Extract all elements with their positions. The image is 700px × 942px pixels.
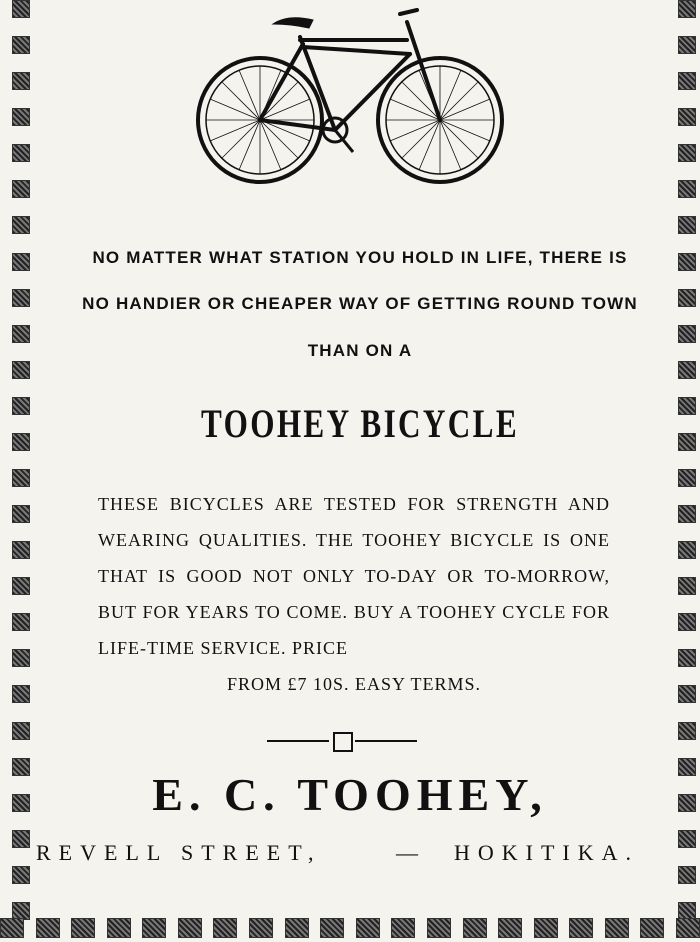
tagline-line-1: NO MATTER WHAT STATION YOU HOLD IN LIFE, THERE IS bbox=[92, 248, 628, 267]
address-town: HOKITIKA. bbox=[454, 840, 640, 865]
tagline-line-2: NO HANDIER OR CHEAPER WAY OF GETTING ROUND TOWN bbox=[82, 294, 638, 313]
bicycle-illustration bbox=[185, 2, 515, 192]
brand-heading: TOOHEY BICYCLE bbox=[201, 401, 519, 446]
bottom-ornamental-border bbox=[0, 918, 700, 940]
tagline-line-3: THAN ON A bbox=[307, 341, 413, 360]
address-street: REVELL STREET, bbox=[36, 840, 322, 865]
price-line: FROM £7 10S. EASY TERMS. bbox=[226, 674, 482, 694]
address-dash: — bbox=[396, 840, 426, 865]
body-copy bbox=[98, 486, 610, 702]
body-paragraph: THESE BICYCLES ARE TESTED FOR STRENGTH AND WEARING QUALITIES. THE TOOHEY BICYCLE IS ONE THAT IS GOOD NOT ONLY TO-DAY OR TO-MORROW, BUT FOR YEARS TO COME. BUY A TOOHEY CYCLE FOR LIFE-TIME SERVICE. PRICE bbox=[98, 494, 610, 658]
merchant-name: E. C. TOOHEY, bbox=[152, 769, 548, 820]
right-ornamental-border bbox=[678, 0, 698, 920]
ornamental-divider bbox=[267, 731, 417, 751]
